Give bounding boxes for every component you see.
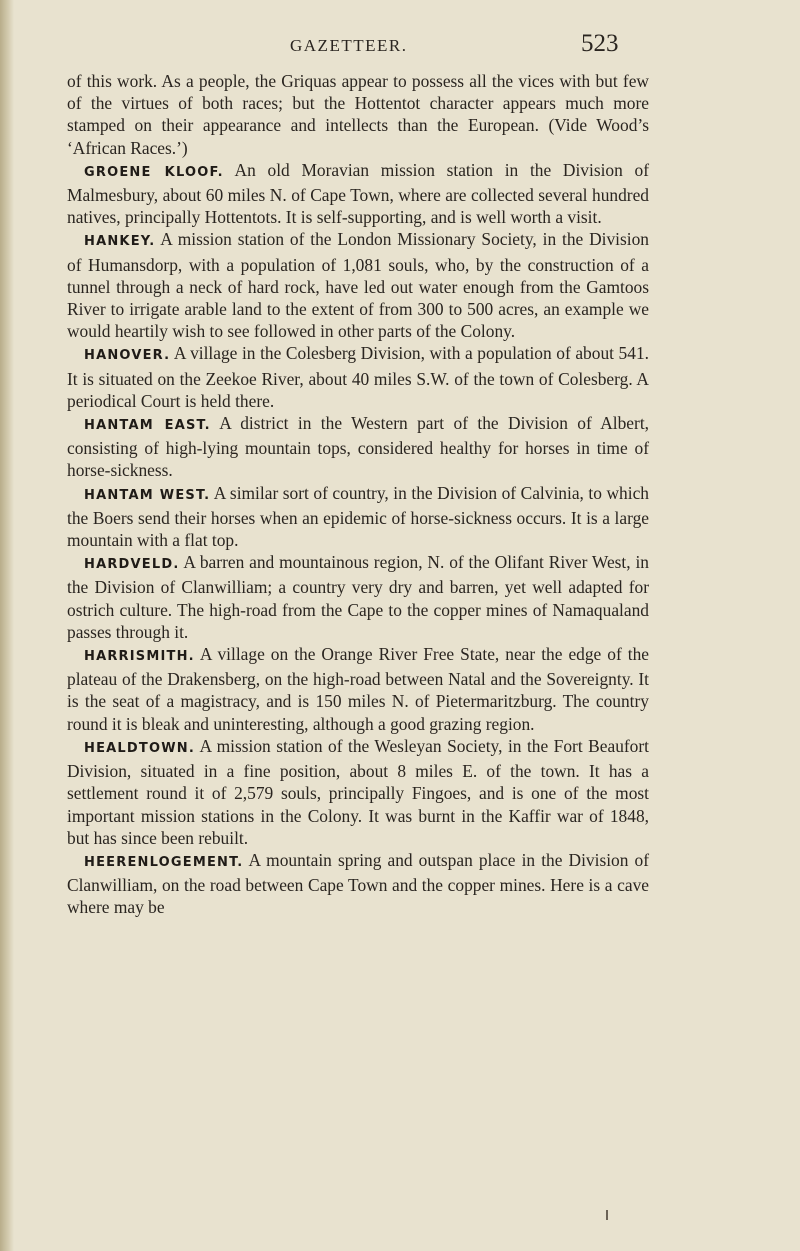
entry-text: A mountain spring and outspan place in the Division of Clanwilliam, on the road between Cape Town and the copper mines. Here is a cave where may be [67,849,649,918]
ink-mark [606,1210,608,1220]
entry-harrismith [67,643,649,735]
entry-hanover [67,342,649,412]
entry-text: A barren and mountainous region, N. of the Olifant River West, in the Division of Clanwilliam; a country very dry and barren, yet well adapted for ostrich culture. The high-road from the Cape to the copper mines of Namaqualand passes through it. [67,552,649,642]
entry-headword: HANTAM EAST. [84,418,211,434]
gazetteer-body [67,70,649,919]
running-head [0,30,800,60]
entry-hankey [67,228,649,342]
entry-headword: HEERENLOGEMENT. [84,854,244,870]
entry-hantam-west [67,482,649,552]
entry-headword: HANOVER. [84,348,171,364]
entry-headword: HEALDTOWN. [84,740,195,756]
entry-headword: HANTAM WEST. [84,487,211,503]
entry-groene-kloof [67,159,649,229]
running-head-title: GAZETTEER. [290,36,408,55]
entry-text: A district in the Western part of the Division of Albert, consisting of high-lying mountain tops, considered healthy for horses in time of horse-sickness. [67,413,649,481]
entry-healdtown [67,735,649,849]
entry-text: A village in the Colesberg Division, with a population of about 541. It is situated on the Zeekoe River, about 40 miles S.W. of the town of Colesberg. A periodical Court is held there. [67,343,649,411]
entry-text: of this work. As a people, the Griquas appear to possess all the vices with but few of the virtues of both races; but the Hottentot character appears much more stamped on their appearance and intellects than the European. (Vide Wood’s ‘African Races.’) [67,71,649,158]
entry-hardveld [67,551,649,643]
page-number: 523 [581,30,619,57]
entry-continuation [67,70,649,159]
entry-headword: HARRISMITH. [84,649,195,665]
entry-headword: HANKEY. [84,234,156,250]
entry-text: A village on the Orange River Free State, near the edge of the plateau of the Drakensberg, on the high-road between Natal and the Sovereignty. It is the seat of a magistracy, and is 150 miles N. of Pietermaritzburg. The country round it is bleak and uninteresting, although a good grazing region. [67,644,650,734]
entry-text: A similar sort of country, in the Division of Calvinia, to which the Boers send their horses when an epidemic of horse-sickness occurs. It is a large mountain with a flat top. [67,482,649,551]
entry-text: A mission station of the Wesleyan Society, in the Fort Beaufort Division, situated in a fine position, about 8 miles E. of the town. It has a settlement round it of 2,579 souls, principally Fingoes, and is one of the most important mission stations in the Colony. It was burnt in the Kaffir war of 1848, but has since been rebuilt. [67,735,650,848]
entry-text: A mission station of the London Missionary Society, in the Division of Humansdorp, with a population of 1,081 souls, who, by the construction of a tunnel through a neck of hard rock, have led out water enough from the Gamtoos River to irrigate arable land to the extent of from 300 to 500 acres, an example we would heartily wish to see followed in other parts of the Colony. [67,229,649,342]
entry-headword: GROENE KLOOF. [84,164,224,180]
entry-headword: HARDVELD. [84,557,180,573]
entry-hantam-east [67,412,649,482]
entry-text: An old Moravian mission station in the Division of Malmesbury, about 60 miles N. of Cape Town, where are collected several hundred natives, principally Hottentots. It is self-supporting, and is well worth a visit. [67,159,650,228]
entry-heerenlogement [67,849,649,919]
